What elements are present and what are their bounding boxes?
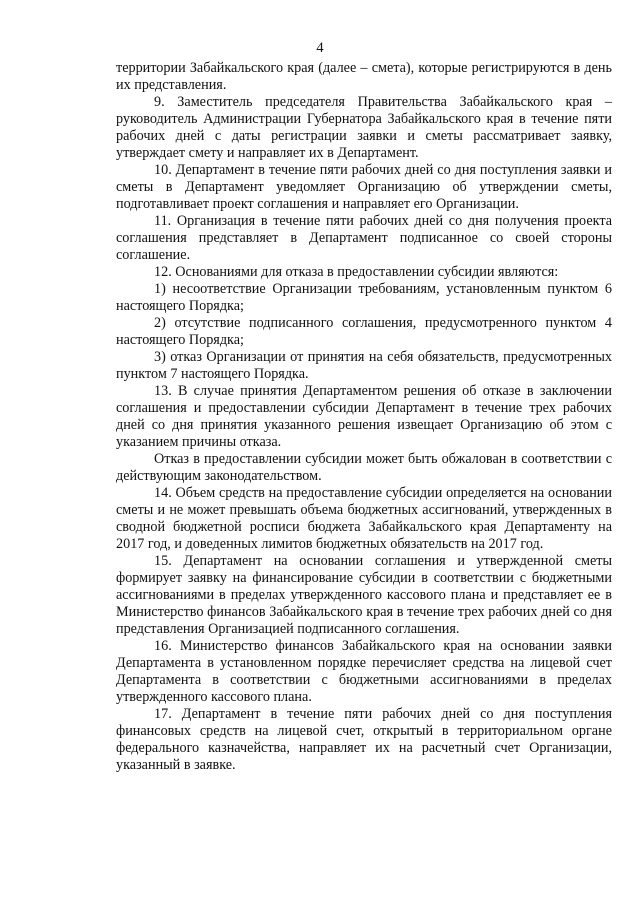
paragraph: 12. Основаниями для отказа в предоставлении субсидии являются: [154,264,559,280]
paragraph: 2) отсутствие подписанного соглашения, предусмотренного пунктом 4 настоящего Порядка; [116,315,612,348]
page-number: 4 [316,40,324,56]
paragraph: 3) отказ Организации от принятия на себя обязательств, предусмотренных пунктом 7 настоящего Порядка. [116,349,612,382]
paragraph: территории Забайкальского края (далее – смета), которые регистрируются в день их представления. [116,60,612,93]
paragraph: 11. Организация в течение пяти рабочих дней со дня получения проекта соглашения представляет в Департамент подписанное со своей стороны соглашение. [116,213,612,263]
paragraph: 17. Департамент в течение пяти рабочих дней со дня поступления финансовых средств на лицевой счет, открытый в территориальном органе федерального казначейства, направляет их на расчетный счет Организации, указанный в заявке. [116,706,612,773]
paragraph: 13. В случае принятия Департаментом решения об отказе в заключении соглашения и предоставлении субсидии Департамент в течение трех рабочих дней со дня принятия указанного решения извещает Организацию об этом с указанием причины отказа. [116,383,612,450]
paragraph: 1) несоответствие Организации требованиям, установленным пунктом 6 настоящего Порядка; [116,281,612,314]
paragraph: 16. Министерство финансов Забайкальского края на основании заявки Департамента в установленном порядке перечисляет средства на лицевой счет Департамента в соответствии с бюджетными ассигнованиями в пределах утвержденного кассового плана. [116,638,612,705]
paragraph: 14. Объем средств на предоставление субсидии определяется на основании сметы и не может превышать объема бюджетных ассигнований, утвержденных в сводной бюджетной росписи бюджета Забайкальского края Департаменту на 2017 год, и доведенных лимитов бюджетных обязательств на 2017 год. [116,485,612,552]
document-body [116,60,612,774]
paragraph: 10. Департамент в течение пяти рабочих дней со дня поступления заявки и сметы в Департамент уведомляет Организацию об утверждении сметы, подготавливает проект соглашения и направляет его Организации. [116,162,612,212]
paragraph: 15. Департамент на основании соглашения и утвержденной сметы формирует заявку на финансирование субсидии в соответствии с бюджетными ассигнованиями в пределах утвержденного кассового плана и представляет ее в Министерство финансов Забайкальского края в течение трех рабочих дней со дня представления Организацией подписанного соглашения. [116,553,612,637]
paragraph: Отказ в предоставлении субсидии может быть обжалован в соответствии с действующим законодательством. [116,451,612,484]
paragraph: 9. Заместитель председателя Правительства Забайкальского края – руководитель Администрации Губернатора Забайкальского края в течение пяти рабочих дней с даты регистрации заявки и сметы рассматривает заявку, утверждает смету и направляет их в Департамент. [116,94,612,161]
